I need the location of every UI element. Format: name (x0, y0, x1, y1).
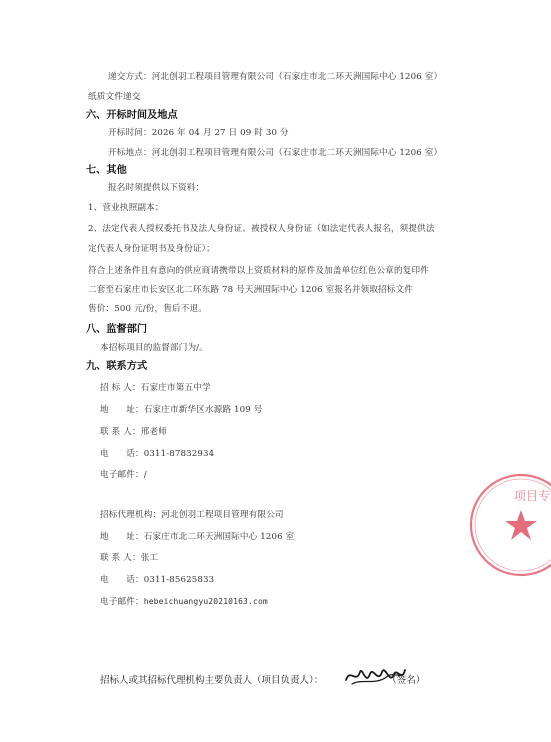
tenderer-phone: 0311-87832934 (143, 449, 215, 459)
agency-name: 河北创羽工程项目管理有限公司 (161, 510, 284, 520)
tenderer-phone-row (100, 449, 214, 460)
tenderer-contact-label: 联 系 人： (100, 427, 141, 437)
handwritten-signature-icon (342, 662, 408, 690)
agency-email-label: 电子邮件： (100, 597, 144, 607)
tenderer-phone-label: 电 话： (100, 449, 144, 459)
open-time: 开标时间：2026 年 04 月 27 日 09 时 30 分 (108, 128, 289, 138)
tenderer-address-label: 地 址： (100, 405, 144, 415)
tenderer-address-row (100, 405, 263, 416)
paragraph-2: 二套至石家庄市长安区北二环东路 78 号天洲国际中心 1206 室报名并领取招标文件 (88, 285, 414, 295)
open-place: 开标地点：河北创羽工程项目管理有限公司（石家庄市北二环天洲国际中心 1206 室） (108, 148, 443, 158)
section-8-title: 八、监督部门 (86, 324, 148, 335)
agency-phone-row (100, 575, 214, 586)
agency-contact: 张工 (140, 553, 159, 563)
agency-address-row (100, 532, 294, 543)
submit-method: 递交方式：河北创羽工程项目管理有限公司（石家庄市北二环天洲国际中心 1206 室） (108, 72, 443, 82)
section-9-title: 九、联系方式 (86, 361, 148, 372)
agency-phone: 0311-85625833 (143, 575, 215, 585)
item-2: 2、法定代表人授权委托书及法人身份证、被授权人身份证（如法定代表人报名，须提供法 (88, 224, 435, 234)
signature-label: 招标人或其招标代理机构主要负责人（项目负责人）： (100, 675, 324, 686)
section-6-title: 六、开标时间及地点 (86, 110, 178, 121)
tenderer-contact: 邢老师 (140, 427, 167, 437)
agency-email: hebeichuangyu20210163.com (143, 597, 268, 606)
section-7-title: 七、其他 (86, 165, 127, 176)
registration-note: 报名时须提供以下资料： (108, 183, 205, 193)
seal-text: 项目专 (514, 489, 551, 503)
tenderer-email-row (100, 470, 147, 481)
item-1: 1、营业执照副本； (88, 203, 164, 213)
agency-email-row (100, 596, 268, 608)
agency-contact-label: 联 系 人： (100, 553, 141, 563)
agency-address-label: 地 址： (100, 532, 144, 542)
tenderer-email-label: 电子邮件： (100, 470, 144, 480)
signature-suffix: （签名） (387, 675, 426, 686)
tenderer-name-label: 招 标 人： (100, 383, 141, 393)
tenderer-address: 石家庄市新华区水源路 109 号 (143, 405, 263, 415)
submit-method-cont: 纸质文件递交 (88, 92, 141, 102)
tenderer-email: / (143, 470, 147, 480)
tenderer-name-row (100, 383, 211, 394)
tenderer-contact-row (100, 427, 167, 438)
agency-phone-label: 电 话： (100, 575, 144, 585)
item-2-cont: 定代表人身份证明书及身份证）； (88, 244, 215, 254)
supervisor: 本招标项目的监督部门为/。 (100, 343, 208, 353)
agency-contact-row (100, 553, 158, 564)
paragraph-1: 符合上述条件且有意向的供应商请携带以上资质材料的原件及加盖单位红色公章的复印件 (88, 266, 430, 276)
agency-name-label: 招标代理机构： (100, 510, 162, 520)
company-seal-icon (466, 470, 551, 580)
price: 售价：500 元/份，售后不退。 (88, 304, 207, 314)
agency-name-row (100, 510, 284, 521)
agency-address: 石家庄市北二环天洲国际中心 1206 室 (143, 532, 295, 542)
tenderer-name: 石家庄市第五中学 (140, 383, 211, 393)
